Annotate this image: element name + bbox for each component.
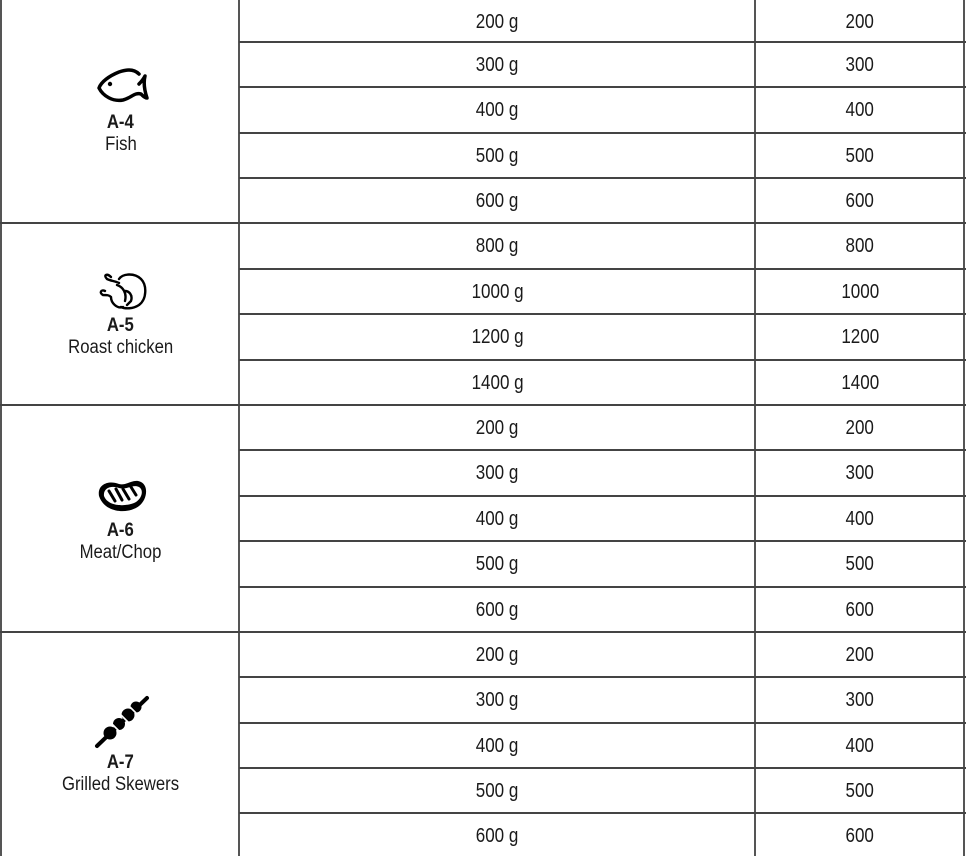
- value-cell: 1400: [841, 372, 879, 394]
- category-cell-grilled-skewers: [2, 633, 239, 856]
- weight-cell: 300 g: [476, 689, 519, 711]
- category-code: A-7: [107, 751, 134, 773]
- value-cell: 500: [845, 145, 875, 167]
- weight-cell: 1000 g: [471, 281, 524, 303]
- weight-cell: 200 g: [476, 644, 519, 666]
- value-cell: 500: [845, 780, 875, 802]
- category-cell-meat-chop: [2, 406, 239, 631]
- value-cell: 300: [845, 462, 875, 484]
- category-code: A-5: [107, 315, 134, 336]
- fish-icon: [89, 66, 153, 110]
- weight-cell: 300 g: [476, 54, 519, 76]
- value-cell: 600: [845, 190, 875, 212]
- weight-cell: 600 g: [476, 825, 519, 847]
- category-code: A-4: [107, 112, 134, 133]
- value-cell: 600: [845, 599, 875, 621]
- weight-cell: 500 g: [476, 780, 519, 802]
- weight-cell: 600 g: [476, 190, 519, 212]
- weight-cell: 200 g: [476, 11, 519, 33]
- value-cell: 1200: [841, 326, 879, 348]
- value-cell: 400: [845, 99, 875, 121]
- category-name: Grilled Skewers: [61, 773, 180, 795]
- value-cell: 800: [845, 235, 875, 257]
- meat-chop-icon: [89, 474, 153, 518]
- value-cell: 300: [845, 54, 875, 76]
- weight-cell: 500 g: [476, 553, 519, 575]
- value-cell: 500: [845, 553, 875, 575]
- weight-cell: 600 g: [476, 599, 519, 621]
- value-cell: 400: [845, 735, 875, 757]
- weight-cell: 1400 g: [471, 372, 524, 394]
- weight-cell: 400 g: [476, 508, 519, 530]
- weight-cell: 1200 g: [471, 326, 524, 348]
- weight-cell: 200 g: [476, 417, 519, 439]
- category-cell-fish: [2, 0, 239, 222]
- category-cell-roast-chicken: [2, 224, 239, 404]
- weight-cell: 300 g: [476, 462, 519, 484]
- value-cell: 400: [845, 508, 875, 530]
- roast-chicken-icon: [89, 269, 153, 313]
- value-cell: 200: [845, 644, 875, 666]
- category-name: Meat/Chop: [79, 541, 162, 563]
- value-cell: 300: [845, 689, 875, 711]
- category-code: A-6: [107, 519, 134, 541]
- weight-cell: 800 g: [476, 235, 519, 257]
- value-cell: 200: [845, 417, 875, 439]
- value-cell: 200: [845, 11, 875, 33]
- weight-cell: 400 g: [476, 99, 519, 121]
- category-name: Fish: [104, 134, 137, 155]
- weight-cell: 500 g: [476, 145, 519, 167]
- grilled-skewers-icon: [89, 694, 153, 750]
- value-cell: 600: [845, 825, 875, 847]
- category-name: Roast chicken: [67, 337, 174, 358]
- weight-cell: 400 g: [476, 735, 519, 757]
- value-cell: 1000: [841, 281, 879, 303]
